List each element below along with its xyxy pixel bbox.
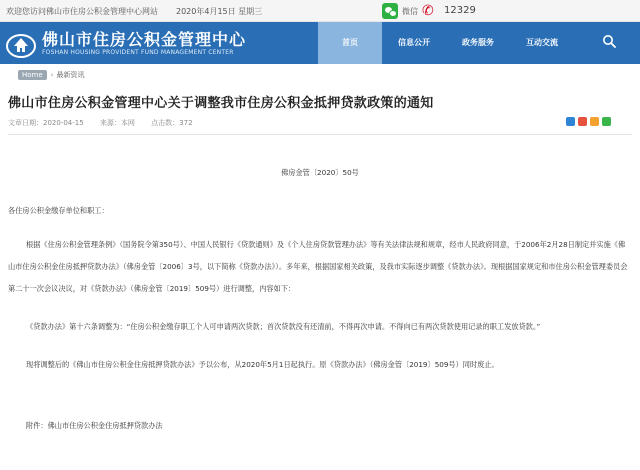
wechat-label[interactable]: 微信 [402, 7, 418, 16]
title-divider [8, 134, 632, 135]
hotline-number: 12329 [444, 5, 476, 16]
share-icons [566, 117, 611, 126]
breadcrumb-separator: › [50, 71, 54, 79]
phone-icon: ✆ [422, 3, 434, 19]
top-bar [0, 0, 640, 22]
main-nav [318, 22, 574, 64]
article-paragraph: 现将调整后的《佛山市住房公积金住房抵押贷款办法》予以公布，从2020年5月1日起执行。原《贷款办法》（佛房金管〔2019〕509号）同时废止。 [26, 360, 499, 369]
current-date: 2020年4月15日 星期三 [176, 7, 263, 16]
nav-interaction[interactable]: 互动交流 [526, 38, 558, 47]
search-icon[interactable] [602, 34, 616, 48]
article-meta [8, 118, 207, 128]
hit-count: 点击数：372 [151, 119, 193, 127]
share-qzone-icon[interactable] [566, 117, 575, 126]
article-paragraph: 根据《住房公积金管理条例》（国务院令第350号）、中国人民银行《贷款通则》及《个人住房贷款管理办法》等有关法律法规和规章，经市人民政府同意，于2006年2月28日制定并实施《佛山市住房公积金住房抵押贷款办法》（佛房金管〔2006〕3号，以下简称《贷款办法》）。多年来，根据国家相关政策，及我市实际逐步调整《贷款办法》。现根据国家规定和市住房公积金管理委员会第二十一次会议决议，对《贷款办法》（佛房金管〔2019〕509号）进行调整，内容如下： [8, 240, 628, 293]
welcome-text: 欢迎您访问佛山市住房公积金管理中心网站 [6, 7, 158, 16]
logo-icon[interactable] [6, 30, 36, 58]
article-quote: 《贷款办法》第十六条调整为：“住房公积金缴存职工个人可申请两次贷款；首次贷款没有还清前，不得再次申请。不得向已有两次贷款使用记录的职工发放贷款。” [26, 322, 541, 331]
share-weibo-icon[interactable] [578, 117, 587, 126]
nav-gov-services[interactable]: 政务服务 [462, 38, 494, 47]
document-number: 佛房金管〔2020〕50号 [281, 168, 359, 177]
site-name[interactable]: 佛山市住房公积金管理中心 [42, 30, 247, 49]
breadcrumb-home[interactable]: Home [18, 70, 47, 80]
share-wechat-icon[interactable] [602, 117, 611, 126]
site-header [0, 22, 640, 64]
breadcrumb [18, 70, 84, 80]
nav-info-disclosure[interactable]: 信息公开 [398, 38, 430, 47]
article-title: 佛山市住房公积金管理中心关于调整我市住房公积金抵押贷款政策的通知 [8, 96, 434, 111]
share-tencent-icon[interactable] [590, 117, 599, 126]
wechat-icon[interactable] [382, 3, 398, 19]
salutation: 各住房公积金缴存单位和职工： [8, 206, 109, 215]
breadcrumb-current[interactable]: 最新资讯 [56, 71, 85, 79]
attachment-link[interactable]: 附件：佛山市住房公积金住房抵押贷款办法 [26, 421, 163, 430]
article-source: 来源：本网 [99, 119, 135, 127]
site-name-en: FOSHAN HOUSING PROVIDENT FUND MANAGEMENT CENTER [42, 49, 234, 56]
publish-date: 文章日期：2020-04-15 [8, 119, 84, 127]
nav-home[interactable]: 首页 [318, 22, 382, 64]
